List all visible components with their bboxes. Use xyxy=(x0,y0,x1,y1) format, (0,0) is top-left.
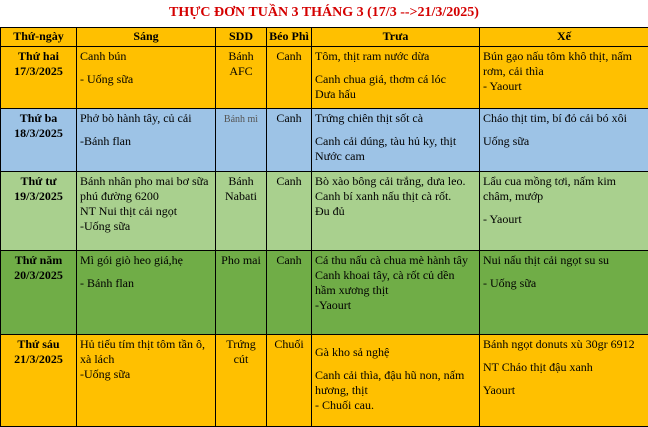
weekly-menu-table xyxy=(0,27,648,427)
lunch-item: Canh cải thìa, đậu hũ non, nấm hương, thịt xyxy=(315,368,476,398)
lunch-cell xyxy=(312,251,480,335)
day-name: Thứ tư xyxy=(4,174,73,189)
breakfast-item: Phở bò hành tây, củ cải xyxy=(80,111,212,126)
day-name: Thứ năm xyxy=(4,253,73,268)
lunch-item: Đu đủ xyxy=(315,204,476,219)
breakfast-item: -Uống sữa xyxy=(80,367,212,382)
menu-row-tuesday xyxy=(1,109,648,172)
lunch-cell xyxy=(312,172,480,251)
breakfast-cell xyxy=(77,251,216,335)
header-sdd: SDD xyxy=(216,28,267,47)
day-date: 20/3/2025 xyxy=(4,268,73,283)
snack-item: NT Cháo thịt đậu xanh xyxy=(483,360,645,375)
lunch-item: Canh chua giá, thơm cá lóc xyxy=(315,72,476,87)
breakfast-cell xyxy=(77,109,216,172)
menu-row-wednesday xyxy=(1,172,648,251)
day-cell xyxy=(1,109,77,172)
menu-row-friday xyxy=(1,335,648,427)
day-date: 19/3/2025 xyxy=(4,189,73,204)
snack-item: Bánh ngọt donuts xù 30gr 6912 xyxy=(483,337,645,352)
header-beo-phi: Béo Phì xyxy=(267,28,312,47)
lunch-cell xyxy=(312,335,480,427)
header-snack: Xế xyxy=(480,28,648,47)
day-date: 21/3/2025 xyxy=(4,352,73,367)
sdd-text: Bánh mì xyxy=(224,114,258,125)
snack-cell xyxy=(480,335,648,427)
lunch-item: Bò xào bông cải trắng, dưa leo. xyxy=(315,174,476,189)
snack-cell xyxy=(480,47,648,109)
header-lunch: Trưa xyxy=(312,28,480,47)
breakfast-item: - Uống sữa xyxy=(80,72,212,87)
day-date: 17/3/2025 xyxy=(4,64,73,79)
snack-item: Yaourt xyxy=(483,383,645,398)
lunch-item: Canh bí xanh nấu thịt cà rốt. xyxy=(315,189,476,204)
snack-item: - Uống sữa xyxy=(483,276,645,291)
sdd-cell: Trứng cút xyxy=(216,335,267,427)
day-cell xyxy=(1,47,77,109)
day-name: Thứ sáu xyxy=(4,337,73,352)
menu-title: THỰC ĐƠN TUẦN 3 THÁNG 3 (17/3 -->21/3/2025) xyxy=(0,0,648,26)
snack-item: Bún gạo nấu tôm khô thịt, nấm rơm, cải thìa xyxy=(483,49,645,79)
breakfast-item: Bánh nhân pho mai bơ sữa phú đường 6200 xyxy=(80,174,212,204)
snack-cell xyxy=(480,251,648,335)
header-breakfast: Sáng xyxy=(77,28,216,47)
snack-item: Nui nấu thịt cải ngọt su su xyxy=(483,253,645,268)
menu-row-monday xyxy=(1,47,648,109)
day-name: Thứ ba xyxy=(4,111,73,126)
day-date: 18/3/2025 xyxy=(4,126,73,141)
lunch-item: -Yaourt xyxy=(315,298,476,313)
breakfast-cell xyxy=(77,335,216,427)
lunch-item: Gà kho sả nghệ xyxy=(315,345,476,360)
breakfast-cell xyxy=(77,47,216,109)
lunch-item: Nước cam xyxy=(315,149,476,164)
day-cell xyxy=(1,251,77,335)
lunch-item: Tôm, thịt ram nước dừa xyxy=(315,49,476,64)
lunch-item: Canh khoai tây, cà rốt củ dền hầm xương thịt xyxy=(315,268,476,298)
sdd-cell: Pho mai xyxy=(216,251,267,335)
header-row xyxy=(1,28,648,47)
beo-phi-cell: Chuối xyxy=(267,335,312,427)
breakfast-item: NT Nui thịt cải ngọt xyxy=(80,204,212,219)
lunch-cell xyxy=(312,47,480,109)
snack-item: Lẩu cua mồng tơi, nấm kim châm, mướp xyxy=(483,174,645,204)
beo-phi-cell: Canh xyxy=(267,47,312,109)
sdd-cell: Bánh Nabati xyxy=(216,172,267,251)
sdd-cell xyxy=(216,109,267,172)
menu-row-thursday xyxy=(1,251,648,335)
snack-cell xyxy=(480,172,648,251)
snack-item: Cháo thịt tim, bí đỏ cải bó xôi xyxy=(483,111,645,126)
breakfast-item: - Bánh flan xyxy=(80,276,212,291)
lunch-item: Trứng chiên thịt sốt cà xyxy=(315,111,476,126)
snack-cell xyxy=(480,109,648,172)
breakfast-item: Mì gói giò heo giá,hẹ xyxy=(80,253,212,268)
day-cell xyxy=(1,335,77,427)
header-day: Thứ-ngày xyxy=(1,28,77,47)
snack-item: Uống sữa xyxy=(483,134,645,149)
breakfast-cell xyxy=(77,172,216,251)
breakfast-item: -Bánh flan xyxy=(80,134,212,149)
breakfast-item: Canh bún xyxy=(80,49,212,64)
snack-item: - Yaourt xyxy=(483,212,645,227)
beo-phi-cell: Canh xyxy=(267,109,312,172)
lunch-item: Dưa hấu xyxy=(315,87,476,102)
sdd-cell: Bánh AFC xyxy=(216,47,267,109)
snack-item: - Yaourt xyxy=(483,79,645,94)
day-name: Thứ hai xyxy=(4,49,73,64)
lunch-item: - Chuối cau. xyxy=(315,398,476,413)
lunch-item: Canh cải dúng, tàu hủ ky, thịt xyxy=(315,134,476,149)
day-cell xyxy=(1,172,77,251)
beo-phi-cell: Canh xyxy=(267,172,312,251)
lunch-item: Cá thu nấu cà chua mè hành tây xyxy=(315,253,476,268)
lunch-cell xyxy=(312,109,480,172)
breakfast-item: Hủ tiếu tím thịt tôm tần ô, xà lách xyxy=(80,337,212,367)
beo-phi-cell: Canh xyxy=(267,251,312,335)
breakfast-item: -Uống sữa xyxy=(80,219,212,234)
